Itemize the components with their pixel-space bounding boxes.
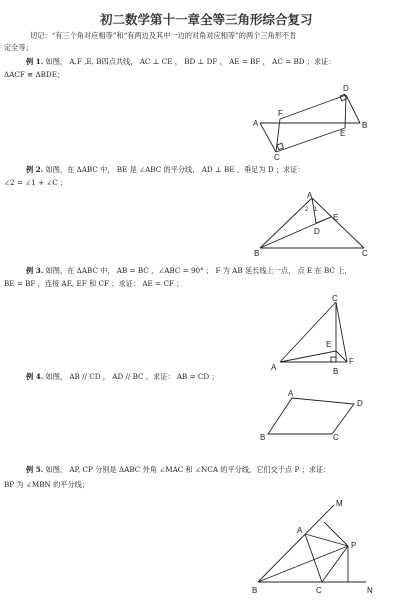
segment-a-b <box>260 198 312 248</box>
label-c: C <box>333 433 339 442</box>
label-d: D <box>314 227 320 236</box>
example-4-figure <box>254 386 374 446</box>
label-b: B <box>254 249 260 258</box>
label-e: E <box>333 213 339 222</box>
example-5-line-2: BP 为 ∠MBN 的平分线； <box>4 480 90 489</box>
parallelogram-abcd <box>268 398 354 434</box>
example-2-line-2: ∠2 = ∠1 + ∠C ； <box>4 178 68 187</box>
example-1-line-1: 如图， A,F ,E, B四点共线， AC ⊥ CE ， BD ⊥ DF ， AE = BF ， AC = BD ；求证： <box>45 57 336 66</box>
label-a: A <box>253 119 259 128</box>
segment-b-d <box>346 95 360 123</box>
segment-a-c <box>260 123 276 152</box>
intro-line-1: 切记：“有三个角对应相等”和“有两边及其中一边的对角对应相等”的两个三角形不肯 <box>30 31 297 40</box>
example-4-tag: 例 4. <box>26 372 44 381</box>
label-b: B <box>362 121 368 130</box>
segment-c-e <box>276 128 345 152</box>
angle-label-2: 2 <box>305 207 309 213</box>
example-3-tag: 例 3. <box>26 266 44 275</box>
label-a: A <box>288 389 294 398</box>
example-3-figure <box>268 294 368 378</box>
example-1-tag: 例 1. <box>26 57 44 66</box>
label-m: M <box>336 499 343 508</box>
label-f: F <box>278 109 283 118</box>
example-2-figure <box>252 192 372 260</box>
right-angle-d <box>340 94 346 100</box>
segment-a-c <box>312 198 364 248</box>
intro-line-2: 定全等； <box>4 43 33 52</box>
label-d: D <box>343 84 349 93</box>
segment-a-c <box>305 534 322 582</box>
example-5-figure <box>250 498 380 604</box>
example-4-line-1: 如图， AB // CD ， AD // BC ，求证： AB = CD ； <box>45 372 219 381</box>
example-2-text <box>26 165 305 174</box>
angle-label-1: 1 <box>314 207 318 213</box>
example-2-line-1: 如图，在 ΔABC 中， BE 是 ∠ABC 的平分线， AD ⊥ BE ，垂足为 D ；求证： <box>45 165 305 174</box>
label-a: A <box>307 192 313 200</box>
right-angle-c <box>277 143 283 149</box>
label-b: B <box>252 586 258 595</box>
label-e: E <box>326 340 332 349</box>
example-5-text <box>26 465 330 474</box>
label-b: B <box>333 367 339 376</box>
segment-d-f <box>280 95 346 119</box>
page-title: 初二数学第十一章全等三角形综合复习 <box>100 12 313 27</box>
label-c: C <box>332 294 338 303</box>
label-c: C <box>362 249 368 258</box>
label-c: C <box>274 153 280 162</box>
label-d: D <box>357 399 363 408</box>
label-c: C <box>316 586 322 595</box>
example-1-line-2: ΔACF ≌ ΔBDE； <box>4 70 65 79</box>
example-5-tag: 例 5. <box>26 465 44 474</box>
label-n: N <box>367 586 373 595</box>
example-1-figure <box>250 82 370 162</box>
example-5-line-1: 如图， AP, CP 分别是 ΔABC 外角 ∠MAC 和 ∠NCA 的平分线，它们交于点 P ；求证： <box>45 465 331 474</box>
right-angle-b <box>331 357 336 362</box>
label-f: F <box>349 357 354 366</box>
label-p: P <box>351 541 357 550</box>
example-3-line-2: BE = BF ，连接 AE, EF 和 CF ；求证： AE = CF ； <box>4 279 184 288</box>
label-a: A <box>297 526 303 535</box>
label-b: B <box>260 433 266 442</box>
ray-b-m <box>258 505 334 582</box>
example-3-line-1: 如图，在 ΔABC 中， AB = BC ，∠ABC = 90° ； F 为 AB 延长线上一点， 点 E 在 BC 上， <box>45 266 352 275</box>
example-1-text <box>26 57 336 66</box>
example-4-text <box>26 372 219 381</box>
example-3-text <box>26 266 352 275</box>
example-2-tag: 例 2. <box>26 165 44 174</box>
label-a: A <box>271 363 277 372</box>
segment-d-e <box>316 217 331 223</box>
label-e: E <box>340 129 346 138</box>
